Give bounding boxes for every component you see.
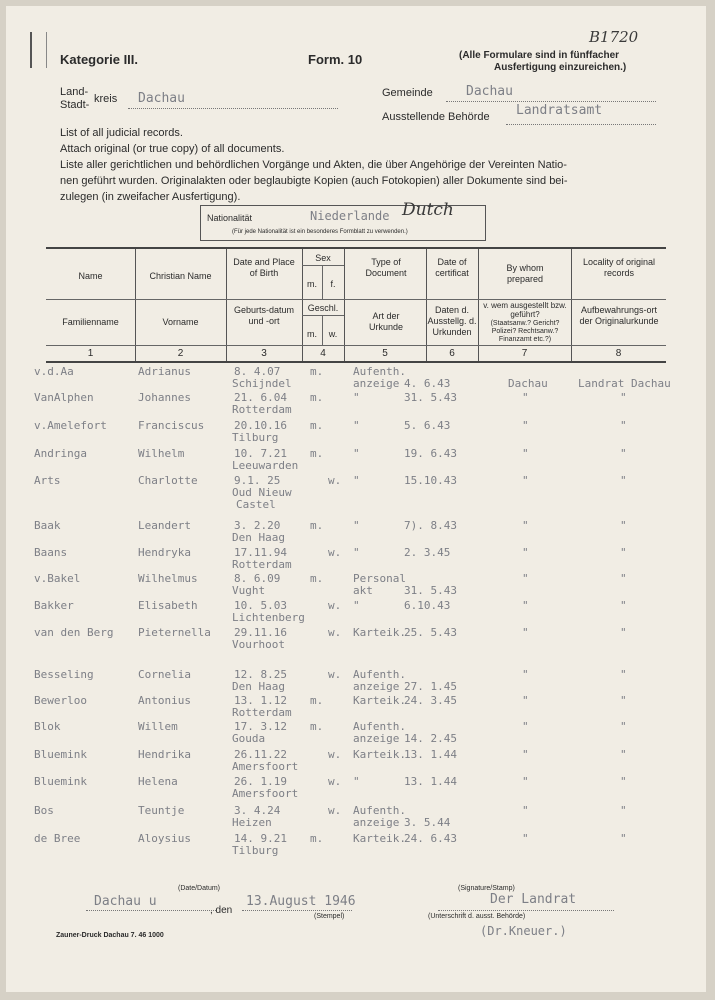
row-birth-date: 8. 4.07 bbox=[234, 365, 281, 378]
row-locality: " bbox=[620, 447, 627, 460]
printer-imprint: Zauner-Druck Dachau 7. 46 1000 bbox=[56, 932, 164, 939]
unterschrift-label: (Unterschrift d. ausst. Behörde) bbox=[428, 913, 526, 920]
row-prepared-by: Dachau bbox=[508, 377, 548, 390]
row-prepared-by: " bbox=[522, 391, 529, 404]
col-doctype-en: Type of Document bbox=[365, 257, 407, 278]
col-by-en: By whom prepared bbox=[506, 263, 544, 284]
row-prepared-by: " bbox=[522, 804, 529, 817]
row-name: Arts bbox=[34, 474, 61, 487]
row-name: van den Berg bbox=[34, 626, 114, 639]
place-typed: Dachau u bbox=[94, 894, 157, 909]
row-locality: " bbox=[620, 419, 627, 432]
row-birth-place: Gouda bbox=[232, 732, 266, 745]
row-prepared-by: " bbox=[522, 419, 529, 432]
row-name: Besseling bbox=[34, 668, 94, 681]
row-first-name: Leandert bbox=[138, 519, 191, 532]
row-locality: Landrat Dachau bbox=[578, 377, 671, 390]
row-birth-place: Schijndel bbox=[232, 377, 292, 390]
row-birth-place: Lichtenberg bbox=[232, 611, 305, 624]
row-doc-type-2: anzeige bbox=[353, 732, 400, 745]
col-firstname-de: Vorname bbox=[162, 317, 199, 327]
row-name: Bos bbox=[34, 804, 54, 817]
row-first-name: Franciscus bbox=[138, 419, 205, 432]
row-doc-type: " bbox=[353, 474, 360, 487]
den-label: , den bbox=[210, 905, 233, 916]
row-birth-place: Rotterdam bbox=[232, 403, 292, 416]
row-doc-type-2: anzeige bbox=[353, 377, 400, 390]
row-doc-date: 5. 6.43 bbox=[404, 419, 451, 432]
row-birth-date: 20.10.16 bbox=[234, 419, 287, 432]
row-doc-type: " bbox=[353, 391, 360, 404]
row-birth-date: 3. 2.20 bbox=[234, 519, 281, 532]
row-sex: m. bbox=[310, 572, 324, 585]
col-by-de: v. wem ausgestellt bzw. geführt? bbox=[483, 301, 567, 319]
landkreis-value: Dachau bbox=[138, 91, 185, 106]
row-name: Bakker bbox=[34, 599, 74, 612]
row-doc-date: 4. 6.43 bbox=[404, 377, 451, 390]
col-date-en: Date of certificat bbox=[435, 257, 469, 278]
row-locality: " bbox=[620, 474, 627, 487]
row-prepared-by: " bbox=[522, 474, 529, 487]
row-name: Bewerloo bbox=[34, 694, 87, 707]
row-birth-place: Den Haag bbox=[232, 680, 285, 693]
row-doc-date: 13. 1.44 bbox=[404, 748, 457, 761]
row-prepared-by: " bbox=[522, 572, 529, 585]
row-birth-place: Den Haag bbox=[232, 531, 285, 544]
row-birth-date: 10. 5.03 bbox=[234, 599, 287, 612]
row-first-name: Johannes bbox=[138, 391, 191, 404]
row-locality: " bbox=[620, 775, 627, 788]
col-num-8: 8 bbox=[615, 348, 622, 359]
row-birth-date: 26. 1.19 bbox=[234, 775, 287, 788]
row-doc-date: 24. 3.45 bbox=[404, 694, 457, 707]
row-birth-place: Amersfoort bbox=[232, 787, 299, 800]
nationality-label: Nationalität bbox=[207, 213, 253, 223]
row-prepared-by: " bbox=[522, 775, 529, 788]
row-prepared-by: " bbox=[522, 626, 529, 639]
instruction-de-1: Liste aller gerichtlichen und behördlichen Vorgänge und Akten, die über Angehörige der Vereinten Natio- bbox=[60, 159, 567, 171]
row-doc-date: 27. 1.45 bbox=[404, 680, 457, 693]
instruction-en-1: List of all judicial records. bbox=[60, 127, 183, 139]
row-doc-type: " bbox=[353, 546, 360, 559]
signature-label: (Signature/Stamp) bbox=[458, 885, 515, 892]
row-birth-date: 26.11.22 bbox=[234, 748, 287, 761]
row-locality: " bbox=[620, 804, 627, 817]
col-sex-f: f. bbox=[330, 279, 336, 289]
col-num-2: 2 bbox=[177, 348, 184, 359]
row-name: VanAlphen bbox=[34, 391, 94, 404]
row-name: Blok bbox=[34, 720, 61, 733]
instruction-de-2: nen geführt wurden. Originalakten oder beglaubigte Kopien (auch Fotokopien) aller Dokumente sind bei- bbox=[60, 175, 568, 187]
copies-note-1: (Alle Formulare sind in fünffacher bbox=[459, 50, 620, 61]
row-birth-date: 12. 8.25 bbox=[234, 668, 287, 681]
row-birth-place-2: Castel bbox=[236, 498, 276, 511]
row-locality: " bbox=[620, 572, 627, 585]
row-sex: w. bbox=[328, 804, 342, 817]
col-sex-m-de: m. bbox=[307, 329, 317, 339]
row-name: Baak bbox=[34, 519, 61, 532]
signature-line bbox=[438, 910, 614, 911]
row-locality: " bbox=[620, 599, 627, 612]
col-name-en: Name bbox=[78, 271, 103, 281]
row-name: Bluemink bbox=[34, 775, 87, 788]
row-first-name: Antonius bbox=[138, 694, 191, 707]
nationality-handwritten: Dutch bbox=[402, 200, 454, 220]
row-sex: m. bbox=[310, 519, 324, 532]
row-birth-place: Tilburg bbox=[232, 431, 279, 444]
col-by-de-note: (Staatsanw.? Gericht? Polizei? Rechtsanw.? Finanzamt etc.?) bbox=[490, 320, 560, 343]
row-name: v.d.Aa bbox=[34, 365, 74, 378]
row-doc-type: Karteik. bbox=[353, 748, 406, 761]
row-birth-place: Oud Nieuw bbox=[232, 486, 292, 499]
col-birth-de: Geburts-datum und -ort bbox=[233, 305, 295, 326]
behoerde-value: Landratsamt bbox=[516, 103, 603, 118]
row-sex: w. bbox=[328, 546, 342, 559]
kategorie-label: Kategorie III. bbox=[60, 52, 139, 67]
row-doc-date: 19. 6.43 bbox=[404, 447, 457, 460]
signer-typed: Der Landrat bbox=[490, 892, 577, 907]
col-sex-en: Sex bbox=[315, 253, 331, 263]
col-num-6: 6 bbox=[449, 348, 455, 359]
row-sex: m. bbox=[310, 447, 324, 460]
row-prepared-by: " bbox=[522, 832, 529, 845]
row-doc-type: " bbox=[353, 775, 360, 788]
col-num-7: 7 bbox=[521, 348, 528, 359]
row-name: v.Bakel bbox=[34, 572, 81, 585]
row-doc-type-2: anzeige bbox=[353, 816, 400, 829]
nationality-value: Niederlande bbox=[310, 209, 390, 223]
row-prepared-by: " bbox=[522, 447, 529, 460]
row-birth-date: 14. 9.21 bbox=[234, 832, 287, 845]
row-doc-date: 6.10.43 bbox=[404, 599, 451, 612]
row-birth-place: Tilburg bbox=[232, 844, 279, 857]
instruction-de-3: zulegen (in zweifacher Ausfertigung). bbox=[60, 191, 241, 203]
row-birth-place: Leeuwarden bbox=[232, 459, 299, 472]
row-name: Baans bbox=[34, 546, 68, 559]
row-prepared-by: " bbox=[522, 599, 529, 612]
signer-name: (Dr.Kneuer.) bbox=[480, 924, 567, 938]
col-num-3: 3 bbox=[261, 348, 267, 359]
row-first-name: Hendryka bbox=[138, 546, 191, 559]
row-first-name: Wilhelm bbox=[138, 447, 185, 460]
row-first-name: Adrianus bbox=[138, 365, 191, 378]
row-doc-type: Karteik. bbox=[353, 626, 406, 639]
row-birth-place: Vught bbox=[232, 584, 266, 597]
form-sheet bbox=[6, 6, 706, 992]
row-doc-type: Karteik. bbox=[353, 694, 406, 707]
row-doc-type: " bbox=[353, 599, 360, 612]
row-first-name: Willem bbox=[138, 720, 178, 733]
row-first-name: Cornelia bbox=[138, 668, 191, 681]
row-prepared-by: " bbox=[522, 546, 529, 559]
row-locality: " bbox=[620, 832, 627, 845]
date-typed: 13.August 1946 bbox=[246, 894, 356, 909]
row-name: Andringa bbox=[34, 447, 87, 460]
row-name: Bluemink bbox=[34, 748, 87, 761]
col-locality-en: Locality of original records bbox=[582, 257, 656, 278]
row-locality: " bbox=[620, 391, 627, 404]
row-sex: w. bbox=[328, 474, 342, 487]
row-sex: w. bbox=[328, 626, 342, 639]
row-doc-date: 7). 8.43 bbox=[404, 519, 457, 532]
col-sex-de: Geschl. bbox=[307, 303, 339, 313]
row-first-name: Elisabeth bbox=[138, 599, 198, 612]
col-name-de: Familienname bbox=[62, 317, 119, 327]
row-doc-type-2: anzeige bbox=[353, 680, 400, 693]
row-sex: m. bbox=[310, 832, 324, 845]
landkreis-label-land: Land- bbox=[60, 86, 89, 98]
kreis-suffix: kreis bbox=[94, 93, 118, 105]
row-locality: " bbox=[620, 668, 627, 681]
row-doc-type: Aufenth. bbox=[353, 365, 406, 378]
row-locality: " bbox=[620, 720, 627, 733]
row-sex: w. bbox=[328, 748, 342, 761]
col-num-1: 1 bbox=[87, 348, 94, 359]
corner-mark: B1720 bbox=[589, 28, 639, 46]
row-prepared-by: " bbox=[522, 668, 529, 681]
row-sex: w. bbox=[328, 775, 342, 788]
row-birth-date: 13. 1.12 bbox=[234, 694, 287, 707]
row-doc-type: " bbox=[353, 447, 360, 460]
row-birth-date: 29.11.16 bbox=[234, 626, 287, 639]
stempel-label: (Stempel) bbox=[314, 913, 345, 920]
row-doc-type: Karteik. bbox=[353, 832, 406, 845]
col-locality-de: Aufbewahrungs-ort der Originalurkunde bbox=[579, 305, 659, 326]
row-doc-type: Aufenth. bbox=[353, 668, 406, 681]
col-sex-w-de: w. bbox=[328, 329, 338, 339]
row-sex: m. bbox=[310, 694, 324, 707]
row-doc-date: 13. 1.44 bbox=[404, 775, 457, 788]
row-doc-type-2: akt bbox=[353, 584, 373, 597]
col-doctype-de: Art der Urkunde bbox=[368, 311, 404, 332]
row-birth-date: 17. 3.12 bbox=[234, 720, 287, 733]
row-doc-type: " bbox=[353, 419, 360, 432]
row-locality: " bbox=[620, 546, 627, 559]
row-sex: w. bbox=[328, 668, 342, 681]
gemeinde-value: Dachau bbox=[466, 84, 513, 99]
row-birth-place: Vourhoot bbox=[232, 638, 285, 651]
row-doc-type: " bbox=[353, 519, 360, 532]
row-locality: " bbox=[620, 519, 627, 532]
nationality-note: (Für jede Nationalität ist ein besonderes Formblatt zu verwenden.) bbox=[232, 229, 408, 235]
row-prepared-by: " bbox=[522, 694, 529, 707]
copies-note-2: Ausfertigung einzureichen.) bbox=[494, 62, 627, 73]
row-doc-date: 14. 2.45 bbox=[404, 732, 457, 745]
form-number: Form. 10 bbox=[308, 52, 363, 67]
row-locality: " bbox=[620, 694, 627, 707]
col-birth-en: Date and Place of Birth bbox=[233, 257, 295, 278]
row-birth-date: 17.11.94 bbox=[234, 546, 287, 559]
row-prepared-by: " bbox=[522, 519, 529, 532]
date-line bbox=[242, 910, 352, 911]
row-birth-date: 8. 6.09 bbox=[234, 572, 281, 585]
records-table-body bbox=[6, 6, 706, 992]
row-locality: " bbox=[620, 626, 627, 639]
row-first-name: Pieternella bbox=[138, 626, 211, 639]
gemeinde-label: Gemeinde bbox=[382, 87, 433, 99]
row-first-name: Teuntje bbox=[138, 804, 185, 817]
row-first-name: Helena bbox=[138, 775, 178, 788]
row-sex: m. bbox=[310, 419, 324, 432]
row-name: de Bree bbox=[34, 832, 81, 845]
col-firstname-en: Christian Name bbox=[149, 271, 212, 281]
row-first-name: Charlotte bbox=[138, 474, 198, 487]
row-birth-date: 10. 7.21 bbox=[234, 447, 287, 460]
row-birth-date: 21. 6.04 bbox=[234, 391, 287, 404]
row-name: v.Amelefort bbox=[34, 419, 107, 432]
row-first-name: Hendrika bbox=[138, 748, 191, 761]
row-doc-date: 25. 5.43 bbox=[404, 626, 457, 639]
col-num-4: 4 bbox=[320, 348, 326, 359]
row-birth-date: 9.1. 25 bbox=[234, 474, 281, 487]
row-first-name: Wilhelmus bbox=[138, 572, 198, 585]
behoerde-label: Ausstellende Behörde bbox=[382, 111, 490, 123]
row-doc-type: Aufenth. bbox=[353, 804, 406, 817]
col-date-de: Daten d. Ausstellg. d. Urkunden bbox=[427, 305, 477, 337]
instruction-en-2: Attach original (or true copy) of all documents. bbox=[60, 143, 285, 155]
row-birth-place: Rotterdam bbox=[232, 706, 292, 719]
row-doc-type: Personal bbox=[353, 572, 406, 585]
row-birth-date: 3. 4.24 bbox=[234, 804, 281, 817]
row-doc-date: 2. 3.45 bbox=[404, 546, 451, 559]
row-sex: m. bbox=[310, 391, 324, 404]
col-num-5: 5 bbox=[382, 348, 388, 359]
place-line bbox=[86, 910, 216, 911]
landkreis-label-stadt: Stadt- bbox=[60, 99, 90, 111]
row-doc-date: 3. 5.44 bbox=[404, 816, 451, 829]
row-prepared-by: " bbox=[522, 748, 529, 761]
row-sex: m. bbox=[310, 365, 324, 378]
row-doc-date: 31. 5.43 bbox=[404, 391, 457, 404]
row-locality: " bbox=[620, 748, 627, 761]
row-sex: w. bbox=[328, 599, 342, 612]
row-birth-place: Heizen bbox=[232, 816, 272, 829]
row-doc-type: Aufenth. bbox=[353, 720, 406, 733]
row-prepared-by: " bbox=[522, 720, 529, 733]
row-birth-place: Rotterdam bbox=[232, 558, 292, 571]
row-birth-place: Amersfoort bbox=[232, 760, 299, 773]
col-sex-m: m. bbox=[307, 279, 317, 289]
row-sex: m. bbox=[310, 720, 324, 733]
row-doc-date: 31. 5.43 bbox=[404, 584, 457, 597]
row-first-name: Aloysius bbox=[138, 832, 191, 845]
date-label: (Date/Datum) bbox=[178, 885, 221, 892]
row-doc-date: 24. 6.43 bbox=[404, 832, 457, 845]
row-doc-date: 15.10.43 bbox=[404, 474, 457, 487]
